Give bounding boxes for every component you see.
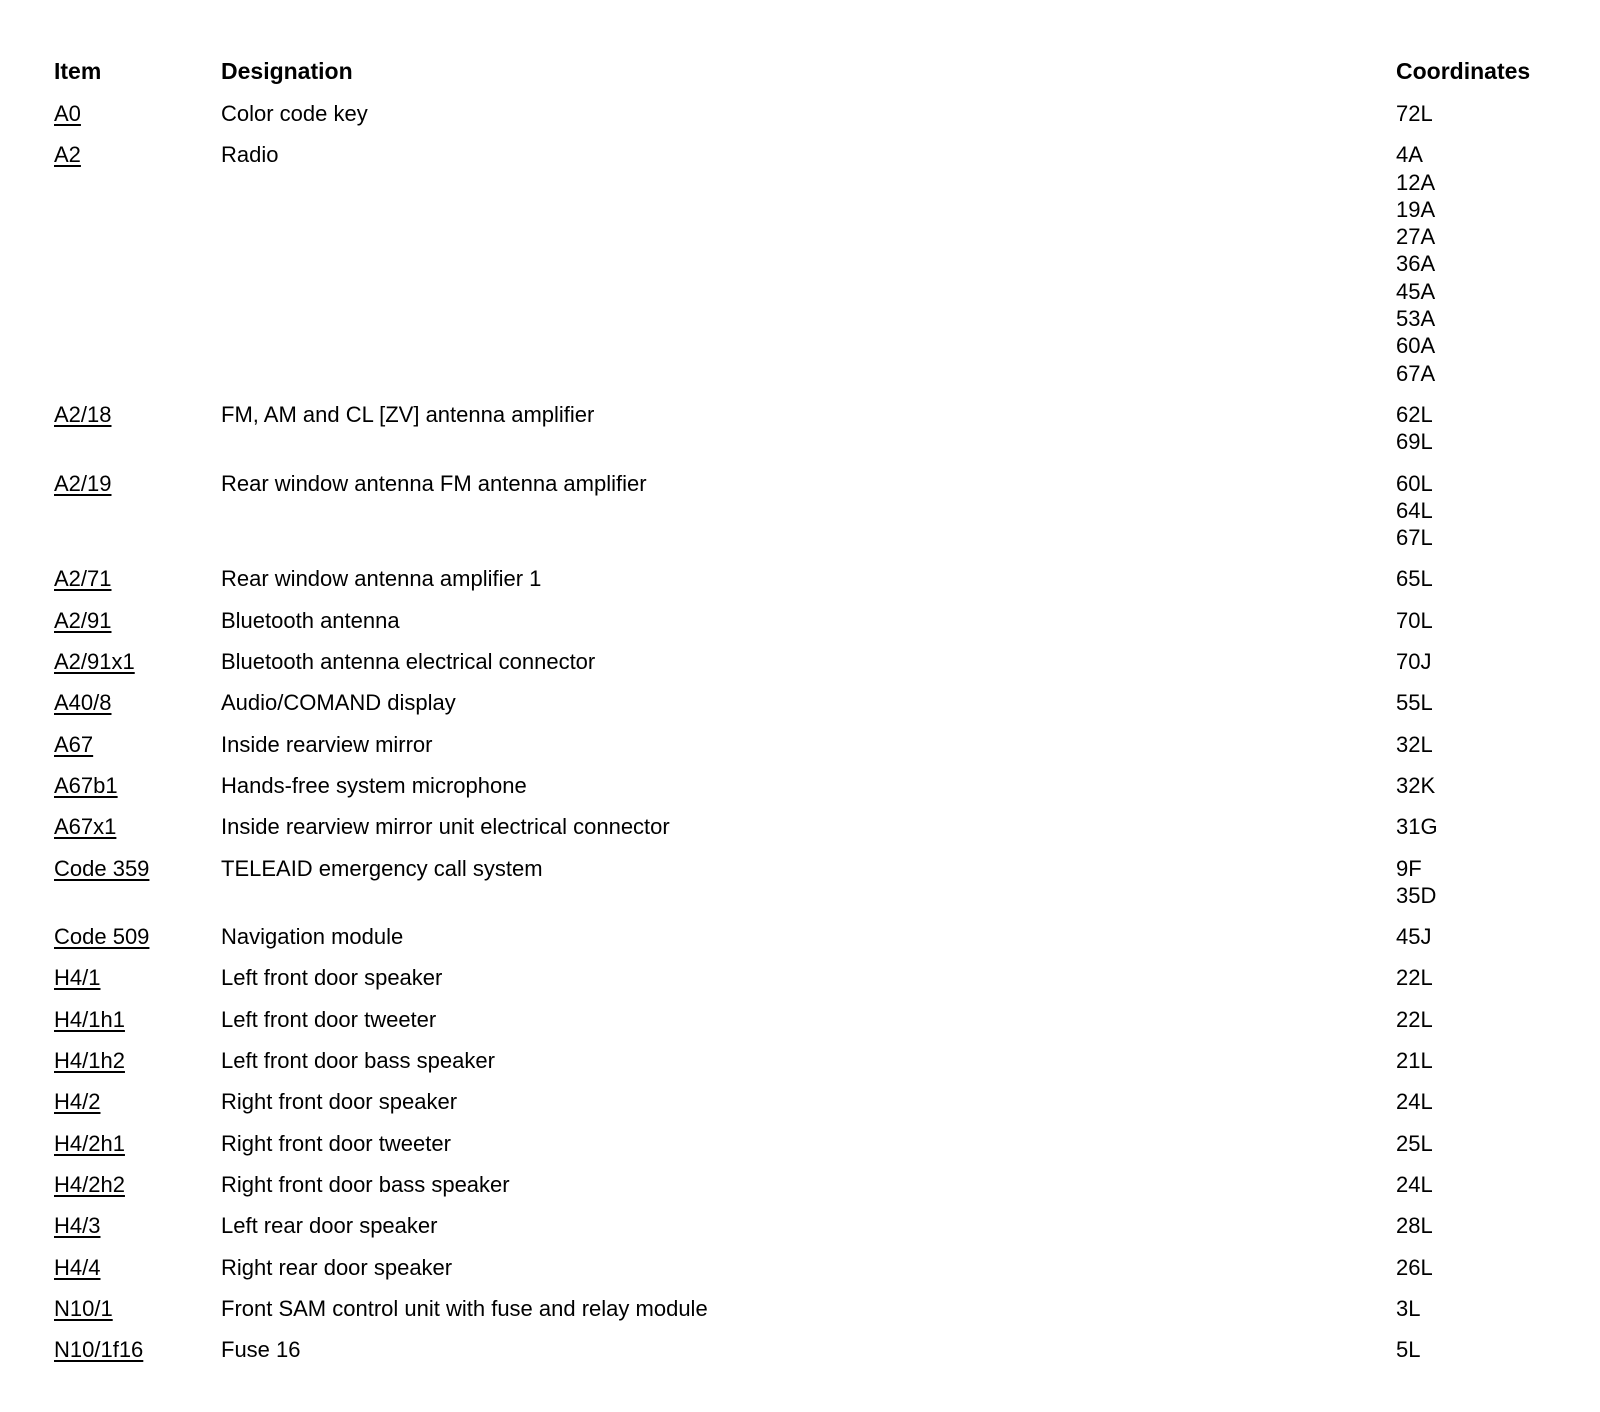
coordinate-value: 21L (1396, 1048, 1433, 1074)
designation-cell: Left front door speaker (221, 965, 443, 991)
table-row (54, 1336, 1554, 1363)
designation-cell: Bluetooth antenna electrical connector (221, 649, 596, 675)
item-cell (54, 1088, 221, 1115)
coordinate-value: 70J (1396, 649, 1432, 675)
coordinate-value: 69L (1396, 429, 1433, 455)
designation-cell: Radio (221, 142, 279, 168)
item-link[interactable]: H4/1 (54, 965, 101, 991)
coordinates-cell (1396, 855, 1554, 910)
item-cell (54, 1171, 221, 1198)
item-cell (54, 1212, 221, 1239)
item-link[interactable]: A2/19 (54, 470, 112, 496)
coordinates-cell (1396, 1295, 1554, 1322)
designation-cell: Right front door tweeter (221, 1130, 451, 1156)
coordinate-value: 12A (1396, 169, 1436, 195)
item-cell (54, 100, 221, 127)
item-cell (54, 1254, 221, 1281)
coordinates-cell (1396, 100, 1554, 127)
coordinates-cell (1396, 772, 1554, 799)
designation-cell: Rear window antenna amplifier 1 (221, 566, 542, 592)
item-cell (54, 813, 221, 840)
coordinate-value: 19A (1396, 196, 1436, 222)
coordinate-value: 72L (1396, 101, 1433, 126)
table-row (54, 100, 1554, 127)
coordinates-cell (1396, 1336, 1554, 1363)
coordinates-cell (1396, 813, 1554, 840)
table-row (54, 1295, 1554, 1322)
designation-cell: TELEAID emergency call system (221, 855, 543, 881)
coordinate-value: 3L (1396, 1295, 1421, 1321)
coordinate-value: 45J (1396, 924, 1432, 950)
item-cell (54, 1047, 221, 1074)
item-cell (54, 1336, 221, 1363)
designation-cell: FM, AM and CL [ZV] antenna amplifier (221, 401, 595, 427)
coordinate-value: 32L (1396, 731, 1433, 757)
coordinate-value: 4A (1396, 142, 1423, 168)
table-row (54, 772, 1554, 799)
coordinate-value: 55L (1396, 690, 1433, 716)
coordinates-cell (1396, 648, 1554, 675)
coordinates-cell (1396, 1047, 1554, 1074)
coordinates-cell (1396, 565, 1554, 592)
table-row (54, 813, 1554, 840)
item-cell (54, 964, 221, 991)
coordinates-cell (1396, 401, 1554, 456)
item-link[interactable]: A2/18 (54, 401, 112, 427)
table-row (54, 923, 1554, 950)
table-row (54, 689, 1554, 716)
table-row (54, 141, 1554, 387)
coordinates-cell (1396, 1130, 1554, 1157)
coordinates-cell (1396, 607, 1554, 634)
designation-cell: Rear window antenna FM antenna amplifier (221, 470, 647, 496)
coordinate-value: 5L (1396, 1337, 1421, 1363)
designation-cell: Right rear door speaker (221, 1254, 453, 1280)
table-row (54, 565, 1554, 592)
coordinate-value: 31G (1396, 814, 1438, 840)
item-link[interactable]: N10/1 (54, 1295, 113, 1321)
item-link[interactable]: H4/1h1 (54, 1006, 125, 1032)
item-link[interactable]: A2 (54, 142, 81, 168)
table-row (54, 731, 1554, 758)
coordinate-value: 28L (1396, 1213, 1433, 1239)
item-link[interactable]: A67b1 (54, 772, 118, 798)
item-link[interactable]: H4/4 (54, 1254, 101, 1280)
coordinate-value: 60L (1396, 470, 1433, 496)
item-link[interactable]: N10/1f16 (54, 1337, 144, 1363)
coordinates-cell (1396, 1006, 1554, 1033)
item-link[interactable]: A2/91 (54, 607, 112, 633)
item-link[interactable]: A0 (54, 101, 81, 126)
table-row (54, 1130, 1554, 1157)
coordinates-cell (1396, 689, 1554, 716)
coordinate-value: 53A (1396, 306, 1436, 332)
item-cell (54, 1006, 221, 1033)
item-link[interactable]: A2/91x1 (54, 649, 135, 675)
designation-cell: Fuse 16 (221, 1337, 301, 1363)
coordinate-value: 35D (1396, 882, 1437, 908)
item-link[interactable]: H4/2h1 (54, 1130, 125, 1156)
table-row (54, 855, 1554, 910)
designation-cell: Right front door bass speaker (221, 1171, 510, 1197)
designation-cell: Inside rearview mirror (221, 731, 433, 757)
coordinate-value: 22L (1396, 965, 1433, 991)
item-cell (54, 565, 221, 592)
item-link[interactable]: H4/2h2 (54, 1171, 125, 1197)
item-column-header: Item (54, 58, 102, 84)
coordinate-value: 27A (1396, 224, 1436, 250)
coordinates-cell (1396, 731, 1554, 758)
table-row (54, 1212, 1554, 1239)
table-row (54, 1006, 1554, 1033)
item-cell (54, 470, 221, 497)
designation-cell: Front SAM control unit with fuse and relay module (221, 1295, 708, 1321)
table-row (54, 607, 1554, 634)
table-row (54, 964, 1554, 991)
coordinate-value: 24L (1396, 1171, 1433, 1197)
item-link[interactable]: A2/71 (54, 566, 112, 592)
item-link[interactable]: H4/3 (54, 1213, 101, 1239)
table-header-row (54, 56, 1554, 86)
designation-cell: Color code key (221, 101, 368, 126)
designation-cell: Hands-free system microphone (221, 772, 527, 798)
table-row (54, 1171, 1554, 1198)
table-row (54, 648, 1554, 675)
table-body (54, 100, 1554, 1363)
item-link[interactable]: H4/1h2 (54, 1048, 125, 1074)
coordinate-value: 65L (1396, 566, 1433, 592)
item-cell (54, 772, 221, 799)
table-row (54, 1047, 1554, 1074)
coordinate-value: 9F (1396, 855, 1422, 881)
coordinate-value: 36A (1396, 251, 1436, 277)
designation-cell: Navigation module (221, 924, 404, 950)
legend-table (54, 56, 1554, 1377)
item-link[interactable]: H4/2 (54, 1089, 101, 1115)
item-cell (54, 607, 221, 634)
coordinate-value: 25L (1396, 1130, 1433, 1156)
item-cell (54, 689, 221, 716)
designation-cell: Bluetooth antenna (221, 607, 400, 633)
coordinate-value: 62L (1396, 401, 1433, 427)
item-link[interactable]: Code 359 (54, 855, 150, 881)
item-cell (54, 923, 221, 950)
coordinate-value: 32K (1396, 772, 1436, 798)
designation-cell: Right front door speaker (221, 1089, 458, 1115)
coordinate-value: 26L (1396, 1254, 1433, 1280)
item-cell (54, 401, 221, 428)
coordinate-value: 67A (1396, 360, 1436, 386)
item-cell (54, 648, 221, 675)
item-link[interactable]: Code 509 (54, 924, 150, 950)
item-cell (54, 141, 221, 168)
designation-cell: Inside rearview mirror unit electrical connector (221, 814, 670, 840)
item-link[interactable]: A67 (54, 731, 94, 757)
item-cell (54, 1130, 221, 1157)
designation-cell: Left front door bass speaker (221, 1048, 495, 1074)
coordinates-cell (1396, 1088, 1554, 1115)
item-cell (54, 855, 221, 882)
item-cell (54, 731, 221, 758)
designation-cell: Left rear door speaker (221, 1213, 438, 1239)
coordinate-value: 22L (1396, 1006, 1433, 1032)
coordinates-cell (1396, 964, 1554, 991)
designation-column-header: Designation (221, 58, 353, 84)
coordinates-cell (1396, 1171, 1554, 1198)
coordinates-column-header: Coordinates (1396, 58, 1531, 84)
coordinate-value: 70L (1396, 607, 1433, 633)
coordinates-cell (1396, 470, 1554, 552)
coordinates-cell (1396, 141, 1554, 387)
coordinates-cell (1396, 1254, 1554, 1281)
coordinates-cell (1396, 1212, 1554, 1239)
table-row (54, 401, 1554, 456)
coordinate-value: 45A (1396, 278, 1436, 304)
designation-cell: Audio/COMAND display (221, 690, 456, 716)
designation-cell: Left front door tweeter (221, 1006, 437, 1032)
item-link[interactable]: A67x1 (54, 814, 117, 840)
table-row (54, 470, 1554, 552)
coordinate-value: 64L (1396, 497, 1433, 523)
table-row (54, 1254, 1554, 1281)
coordinate-value: 24L (1396, 1089, 1433, 1115)
table-row (54, 1088, 1554, 1115)
item-cell (54, 1295, 221, 1322)
coordinate-value: 60A (1396, 333, 1436, 359)
item-link[interactable]: A40/8 (54, 690, 112, 716)
coordinate-value: 67L (1396, 525, 1433, 551)
coordinates-cell (1396, 923, 1554, 950)
